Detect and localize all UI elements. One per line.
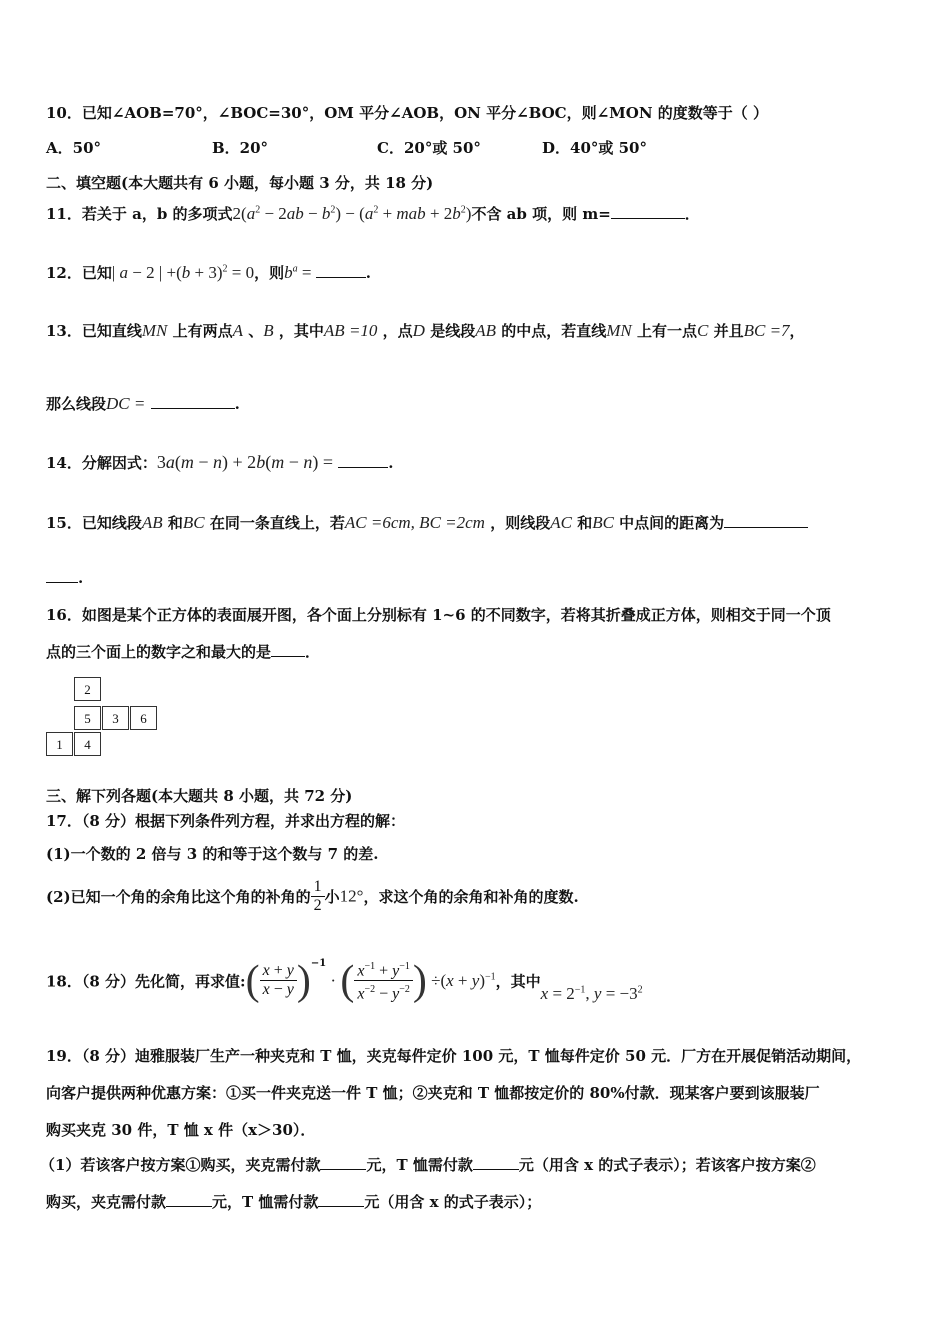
- question-19-line-3: 购买夹克 30 件，T 恤 x 件（x＞30）．: [46, 1121, 316, 1139]
- q15-segment-bc: BC: [182, 513, 205, 532]
- q12-answer-blank[interactable]: [316, 263, 366, 278]
- q12-mid: ，则: [254, 264, 285, 282]
- q18-values: $x = 2^{-1}$, $y = -3^2$: [540, 983, 643, 1003]
- question-17-stem: 17．（8 分）根据下列条件列方程，并求出方程的解：: [46, 812, 406, 830]
- q15-end: .: [78, 569, 84, 587]
- question-17-part-1: (1)一个数的 2 倍与 3 的和等于这个数与 7 的差.: [46, 845, 379, 863]
- q13-ab-eq: AB =10: [323, 321, 378, 340]
- q14-prefix: 14．分解因式：: [46, 454, 157, 472]
- q13-answer-blank[interactable]: [151, 394, 235, 409]
- q11-polynomial: $2(a^2 - 2ab - b^2) - (a^2$ + mab + $2b^2$): [232, 204, 472, 223]
- q13-bc-eq: BC =7: [743, 321, 790, 340]
- q14-expression: 3a(m − n) + 2b(m − n) =: [156, 452, 333, 472]
- q13-end: .: [234, 395, 240, 413]
- q13-point-b: B: [263, 321, 274, 340]
- q17-part2-mid: 小: [324, 888, 340, 906]
- q17-part2-prefix: (2)已知一个角的余角比这个角的补角的: [46, 888, 311, 906]
- cube-face-1: 1: [46, 732, 73, 756]
- cube-face-6: 6: [130, 706, 157, 730]
- q19-tshirt-blank-1[interactable]: [473, 1155, 519, 1170]
- question-10-stem: 10．已知∠AOB=70°，∠BOC=30°，OM 平分∠AOB，ON 平分∠BOC，则∠MON 的度数等于（ ）: [46, 104, 769, 122]
- q16-answer-blank[interactable]: [271, 642, 305, 657]
- q15-segment-ab: AB: [141, 513, 163, 532]
- q10-option-b: B．20°: [212, 139, 269, 157]
- question-15-line-2: [46, 568, 83, 587]
- q13-text-6: 是线段: [430, 322, 476, 340]
- q16-end: ．: [305, 643, 321, 661]
- q12-equals: =: [297, 263, 316, 282]
- q18-paren-open-1: (: [245, 957, 260, 1004]
- cube-face-3: 3: [102, 706, 129, 730]
- q15-segment-bc-2: BC: [592, 513, 614, 532]
- question-14: [46, 452, 393, 473]
- q14-answer-blank[interactable]: [338, 453, 388, 468]
- q13-segment-ab: AB: [475, 321, 496, 340]
- question-16-line-2: [46, 641, 320, 662]
- question-17-part-2: [46, 878, 579, 915]
- q15-segment-ac: AC: [550, 513, 572, 532]
- q15-text-4: ，则线段: [490, 514, 551, 532]
- q16-text: 点的三个面上的数字之和最大的是: [46, 643, 272, 661]
- q13-point-c: C: [696, 321, 709, 340]
- section-3-title: 三、解下列各题(本大题共 8 小题，共 72 分): [46, 787, 353, 805]
- q13-text-5: ，点: [382, 322, 413, 340]
- question-19-line-4: [40, 1154, 816, 1175]
- q17-part2-suffix: ，求这个角的余角和补角的度数.: [363, 888, 579, 906]
- q15-text-1: 15．已知线段: [46, 514, 142, 532]
- question-19-line-1: 19．（8 分）迪雅服装厂生产一种夹克和 T 恤，夹克每件定价 100 元，T 恤每件定价 50 元．厂方在开展促销活动期间，: [46, 1047, 862, 1065]
- question-11: [46, 203, 700, 224]
- q18-prefix: 18．（8 分）先化简，再求值:: [46, 972, 246, 991]
- q12-end: .: [365, 264, 371, 282]
- question-13: [46, 320, 805, 341]
- q19-l5-text-a: 购买，夹克需付款: [46, 1193, 167, 1211]
- q19-l4-text-b: 元，T 恤需付款: [366, 1156, 473, 1174]
- q18-fraction-1: $\frac{x + y}{x - y}$: [260, 962, 297, 999]
- question-15: [46, 512, 808, 533]
- q10-option-d: D．40°或 50°: [542, 139, 647, 157]
- q11-end: ．: [684, 205, 700, 223]
- q11-suffix: 不含 ab 项，则 m=: [471, 205, 611, 223]
- q19-l5-text-c: 元（用含 x 的式子表示）；: [364, 1193, 542, 1211]
- q13-line-mn-2: MN: [606, 321, 632, 340]
- q13-text-10: ，: [789, 322, 805, 340]
- q13-point-a: A: [232, 321, 244, 340]
- q12-expression: $b^a$: [284, 263, 298, 282]
- q13-line-mn: MN: [141, 321, 168, 340]
- question-13-line-2: [46, 393, 240, 414]
- q13-line2-prefix: 那么线段: [46, 395, 107, 413]
- q13-text-2: 上有两点: [172, 322, 233, 340]
- q17-frac-numerator: 1: [311, 878, 325, 897]
- q12-equation: | a − 2 | $+(b + 3)^2 = 0$: [111, 263, 255, 282]
- q17-frac-denominator: 2: [313, 897, 322, 914]
- question-19-line-2: 向客户提供两种优惠方案：①买一件夹克送一件 T 恤；②夹克和 T 恤都按定价的 80%付款．现某客户要到该服装厂: [46, 1084, 820, 1102]
- q18-mid: ，其中: [495, 972, 541, 991]
- q15-answer-blank[interactable]: [724, 513, 808, 528]
- q19-jacket-blank-2[interactable]: [166, 1192, 212, 1207]
- q19-l4-text-a: （1）若该客户按方案①购买，夹克需付款: [40, 1156, 321, 1174]
- q11-prefix: 11．若关于 a，b 的多项式: [46, 205, 233, 223]
- q13-text-8: 上有一点: [636, 322, 697, 340]
- q15-text-5: 和: [577, 514, 593, 532]
- question-19-line-5: [46, 1191, 541, 1212]
- q13-text-9: 并且: [713, 322, 744, 340]
- q19-l5-text-b: 元，T 恤需付款: [212, 1193, 319, 1211]
- question-16-line-1: 16．如图是某个正方体的表面展开图，各个面上分别标有 1~6 的不同数字，若将其折叠成正方体，则相交于同一个顶: [46, 606, 831, 624]
- q18-paren-close-2: ): [412, 957, 427, 1004]
- q14-end: .: [388, 454, 394, 472]
- question-18: 18．（8 分）先化简，再求值:( $\frac{x + y}{x - y}$ )$^{-1}$ · ( $\frac{x^{-1} + y^{-1}}{x^{-2} - y^{-2}}$ ) $\div(x + y)^{-1}$，其中$x = 2^{-1}$, $y = -3^2$: [46, 957, 643, 1004]
- q15-lengths: AC =6cm, BC =2cm: [344, 513, 485, 532]
- q17-fraction: [311, 878, 325, 915]
- q11-answer-blank[interactable]: [611, 204, 685, 219]
- q13-point-d: D: [412, 321, 425, 340]
- q13-text-4: ，其中: [278, 322, 324, 340]
- q15-text-3: 在同一条直线上，若: [209, 514, 345, 532]
- q19-tshirt-blank-2[interactable]: [318, 1192, 364, 1207]
- q10-option-c: C．20°或 50°: [377, 139, 481, 157]
- q10-option-a: A．50°: [46, 139, 102, 157]
- q15-text-6: 中点间的距离为: [619, 514, 725, 532]
- q12-prefix: 12．已知: [46, 264, 112, 282]
- q13-text-3: 、: [248, 322, 264, 340]
- q19-jacket-blank-1[interactable]: [320, 1155, 366, 1170]
- cube-face-2: 2: [74, 677, 101, 701]
- q13-text-1: 13．已知直线: [46, 322, 142, 340]
- cube-face-4: 4: [74, 732, 101, 756]
- q15-text-2: 和: [167, 514, 183, 532]
- q13-text-7: 的中点，若直线: [501, 322, 607, 340]
- q19-l4-text-c: 元（用含 x 的式子表示）；若该客户按方案②: [518, 1156, 816, 1174]
- q18-paren-open-2: (: [340, 957, 355, 1004]
- cube-net-figure: [46, 675, 166, 760]
- q17-angle-value: 12°: [339, 886, 364, 906]
- section-2-title: 二、填空题(本大题共有 6 小题，每小题 3 分，共 18 分): [46, 174, 434, 192]
- question-12: [46, 262, 371, 283]
- q18-fraction-2: $\frac{x^{-1} + y^{-1}}{x^{-2} - y^{-2}}$: [354, 958, 413, 1004]
- q15-answer-blank-cont[interactable]: [46, 568, 78, 583]
- q13-dc: DC =: [106, 394, 146, 413]
- cube-face-5: 5: [74, 706, 101, 730]
- q18-paren-close-1: ): [296, 957, 311, 1004]
